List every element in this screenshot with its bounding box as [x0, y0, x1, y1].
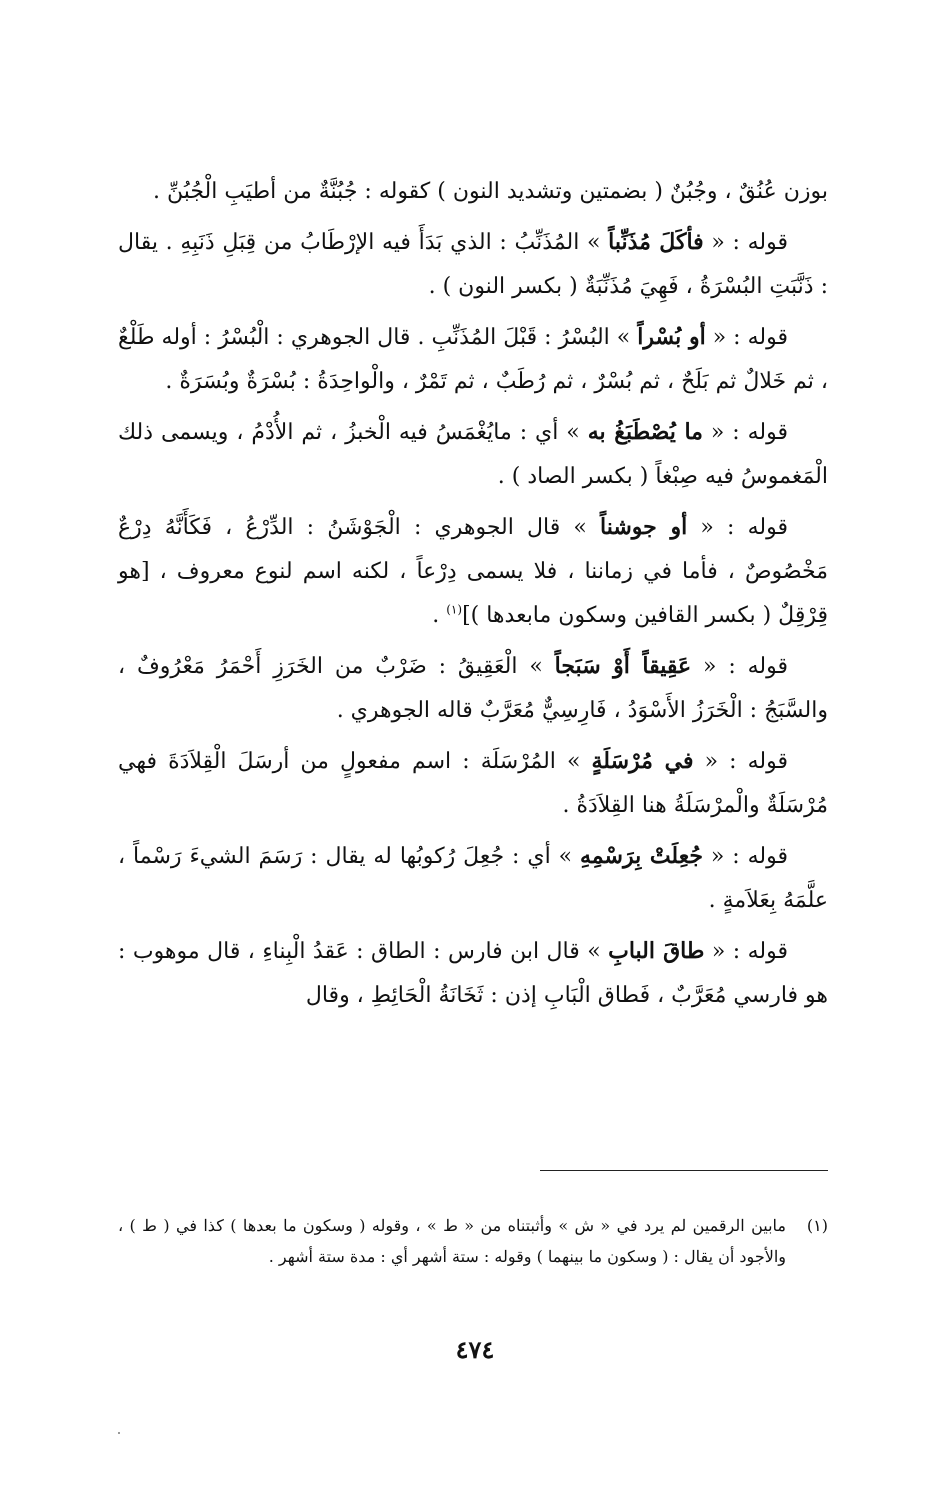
paragraph-text: قوله : « [703, 230, 789, 255]
paragraph-text: » قال ابن فارس : الطاق : عَقدُ الْبِناءِ ، قال موهوب : هو فارسي مُعَرَّبٌ ، فَطاق الْبَابِ إذن : ثَخَانَةُ الْحَائِطِ ، وقال [118, 939, 828, 1008]
footnote-reference: (١) [446, 602, 463, 617]
quoted-keyword: فأكَلَ مُذَنِّباً [608, 229, 704, 255]
quoted-keyword: أو بُسْراً [637, 324, 706, 350]
paragraph-text: . [432, 603, 447, 628]
paragraph-text: بوزن عُنُقٌ ، وجُبُنٌ ( بضمتين وتشديد النون ) كقوله : جُبُنَّةٌ من أطيَبِ الْجُبُنِّ . [152, 179, 828, 204]
paragraph [118, 170, 828, 214]
paragraph [118, 834, 828, 923]
paragraph-text: قوله : « [691, 654, 788, 679]
paragraph [118, 505, 828, 638]
quoted-keyword: ما يُصْطَبَغُ به [587, 419, 703, 445]
paragraph-text: قوله : « [693, 749, 789, 774]
quoted-keyword: جُعِلَتْ بِرَسْمِهِ [580, 843, 703, 869]
paragraph-text: » قال الجوهري : الْجَوْشَنُ : الدِّرْعُ ، فَكَأَنَّهُ دِرْعٌ مَخْصُوصٌ ، فأما في زماننا ، فلا يسمى دِرْعاً ، لكنه اسم لنوع معروف ، [هو قِرْقِلٌ ( بكسر القافين وسكون مابعدها )] [118, 515, 828, 628]
main-text [118, 170, 828, 1024]
quoted-keyword: في مُرْسَلَةٍ [591, 748, 694, 774]
paragraph [118, 410, 828, 499]
page-number: ٤٧٤ [455, 1335, 495, 1364]
paragraph-text: قوله : « [687, 515, 788, 540]
paragraph-text: قوله : « [705, 325, 788, 350]
paragraph-text: قوله : « [702, 844, 789, 869]
scan-speck [118, 1432, 120, 1434]
paragraph-text: » البُسْرُ : قَبْلَ المُذَنِّبِ . قال الجوهري : الْبُسْرُ : أوله طَلْعٌ ، ثم خَلالٌ ثم بَلَحٌ ، ثم بُسْرٌ ، ثم رُطَبٌ ، ثم تَمْرٌ ، والْواحِدَةُ : بُسْرَةٌ وبُسَرَةٌ . [118, 325, 828, 394]
paragraph-text: قوله : « [704, 939, 788, 964]
paragraph-text: » أي : جُعِلَ رُكوبُها له يقال : رَسَمَ الشيءَ رَسْماً ، علَّمَهُ بِعَلاَمةٍ . [118, 844, 828, 913]
footnote-separator [540, 1170, 828, 1171]
quoted-keyword: أو جوشناً [599, 514, 688, 540]
quoted-keyword: عَقِيقاً أَوْ سَبَجاً [554, 653, 692, 679]
paragraph [118, 315, 828, 404]
paragraph [118, 644, 828, 733]
footnote-text: مابين الرقمين لم يرد في « ش » وأثبتناه من « ط » ، وقوله ( وسكون ما بعدها ) كذا في ( ط ) ، والأجود أن يقال : ( وسكون ما بينهما ) وقوله : ستة أشهر أي : مدة ستة أشهر . [118, 1216, 786, 1266]
paragraph-text: » المُرْسَلَة : اسم مفعولٍ من أرسَلَ الْقِلاَدَةَ فهي مُرْسَلَةٌ والْمرْسَلَةُ هنا القِلاَدَةُ . [118, 749, 828, 818]
quoted-keyword: طاقَ البابِ [608, 938, 705, 964]
footnote [118, 1210, 828, 1272]
paragraph-text: » المُذَنِّبُ : الذي بَدَأَ فيه الإرْطَابُ من قِبَلِ ذَنَبِهِ . يقال : ذَنَّبَتِ البُسْرَةُ ، فَهِيَ مُذَنِّبَةٌ ( بكسر النون ) . [118, 230, 828, 299]
paragraph [118, 220, 828, 309]
paragraph [118, 929, 828, 1018]
paragraph-text: » الْعَقِيقُ : ضَرْبٌ من الخَرَزِ أَحْمَرُ مَعْرُوفٌ ، والسَّبَجُ : الْخَرَزُ الأَسْوَدُ ، فَارِسِيٌّ مُعَرَّبٌ قاله الجوهري . [118, 654, 828, 723]
paragraph-text: قوله : « [702, 420, 789, 445]
paragraph [118, 739, 828, 828]
footnote-number: (١) [806, 1216, 828, 1235]
paragraph-text: » أي : مايُغْمَسُ فيه الْخبزُ ، ثم الأُدْمُ ، ويسمى ذلك الْمَغموسُ فيه صِبْغاً ( بكسر الصاد ) . [118, 420, 828, 489]
